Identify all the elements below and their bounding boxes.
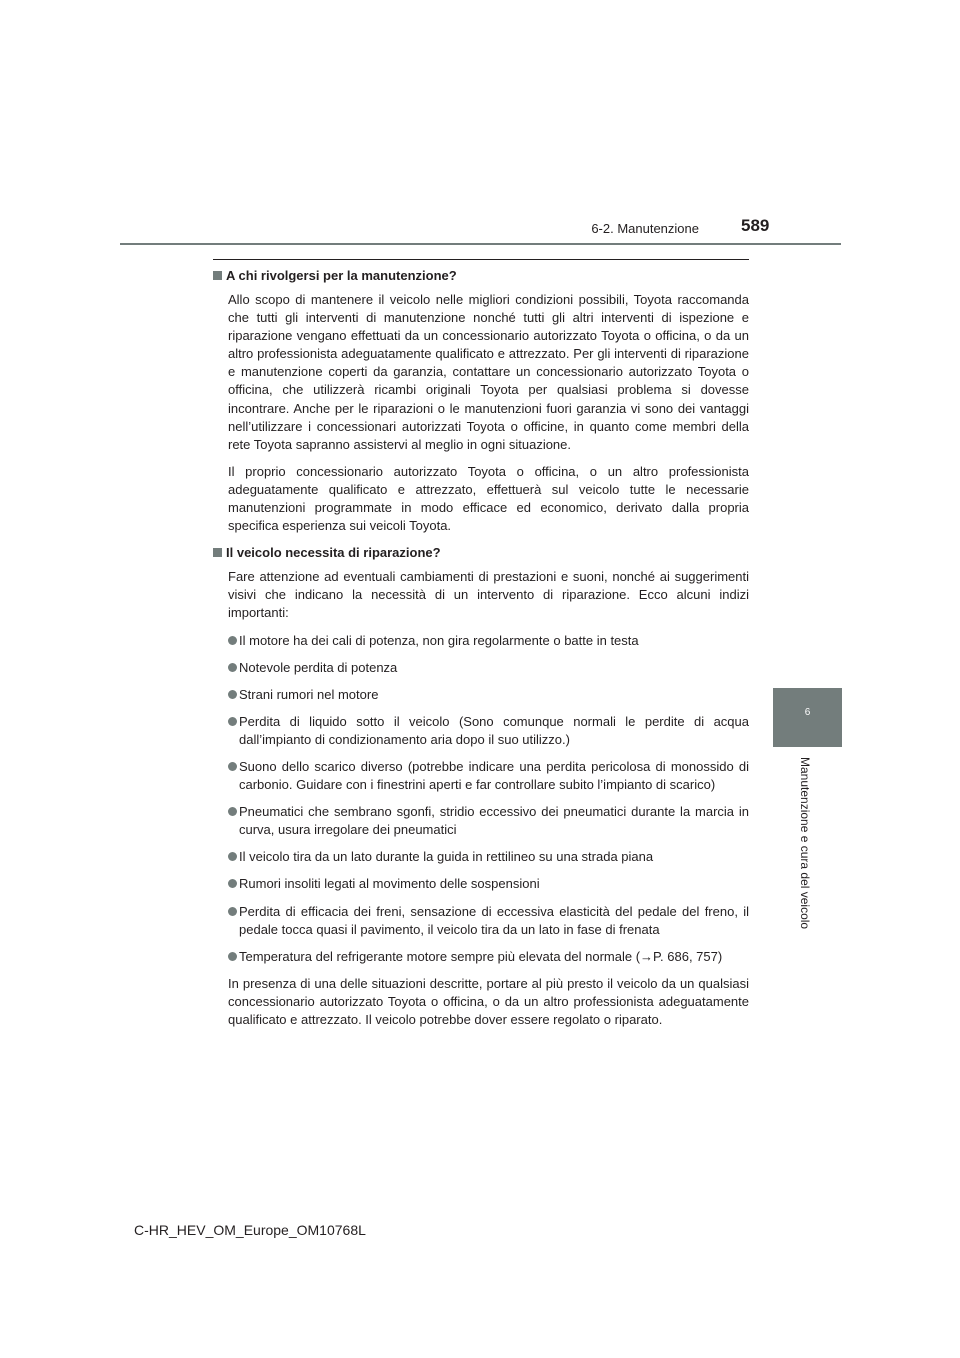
chapter-tab (773, 688, 842, 747)
document-id: C-HR_HEV_OM_Europe_OM10768L (134, 1222, 366, 1238)
circle-bullet-icon (228, 762, 237, 771)
list-item (228, 803, 749, 839)
list-item (228, 903, 749, 939)
intro-paragraph: Fare attenzione ad eventuali cambiamenti di prestazioni e suoni, nonché ai suggerimenti visivi che indicano la necessità di un intervento di riparazione. Ecco alcuni indizi importanti: (228, 569, 749, 621)
list-item (228, 758, 749, 794)
square-bullet-icon (213, 271, 222, 280)
square-bullet-icon (213, 548, 222, 557)
circle-bullet-icon (228, 690, 237, 699)
section-heading-text: Il veicolo necessita di riparazione? (226, 545, 441, 561)
paragraph: Allo scopo di mantenere il veicolo nelle migliori condizioni possibili, Toyota raccomanda che tutti gli interventi di manutenzione nonché tutti gli altri interventi di ispezione e riparazione vengano effettuati da un concessionario autorizzato Toyota o officina, o da un altro professionista adeguatamente qualificato e attrezzato. Per gli interventi di riparazione e manutenzione coperti da garanzia, contattare un concessionario autorizzato Toyota o officina, che utilizzerà ricambi originali Toyota per qualsiasi problema si dovesse incontrare. Anche per le riparazioni o le manutenzioni fuori garanzia vi sono dei vantaggi nell’utilizzare i concessionari autorizzati Toyota o officine, in quanto come membri della rete Toyota sapranno assistervi al meglio in ogni situazione. (228, 292, 749, 452)
section-maintenance-contact (213, 267, 749, 535)
section-divider (213, 259, 749, 260)
list-item (228, 686, 749, 704)
list-item (228, 948, 749, 966)
circle-bullet-icon (228, 807, 237, 816)
circle-bullet-icon (228, 636, 237, 645)
section-heading-text: A chi rivolgersi per la manutenzione? (226, 268, 457, 283)
closing-paragraph: In presenza di una delle situazioni descritte, portare al più presto il veicolo da un qualsiasi concessionario autorizzato Toyota o officina, o da un altro professionista adeguatamente qualificato e attrezzato. Il veicolo potrebbe dover essere regolato o riparato. (228, 975, 749, 1027)
main-content (213, 267, 749, 1038)
list-item-text: Strani rumori nel motore (239, 686, 379, 702)
list-item-text: Perdita di liquido sotto il veicolo (Sono comunque normali le perdite di acqua dall’impianto di condizionamento aria dopo il suo utilizzo.) (239, 713, 749, 747)
circle-bullet-icon (228, 717, 237, 726)
chapter-title: Manutenzione e cura del veicolo (798, 757, 812, 930)
list-item-text: Pneumatici che sembrano sgonfi, stridio eccessivo dei pneumatici durante la marcia in curva, usura irregolare dei pneumatici (239, 804, 749, 838)
list-item-text: Il motore ha dei cali di potenza, non gira regolarmente o batte in testa (239, 632, 639, 648)
list-item (228, 848, 749, 866)
circle-bullet-icon (228, 663, 237, 672)
section-repair-needed (213, 544, 749, 1029)
circle-bullet-icon (228, 879, 237, 888)
list-item-text: Notevole perdita di potenza (239, 659, 398, 675)
list-item (228, 875, 749, 893)
paragraph: Il proprio concessionario autorizzato Toyota o officina, o un altro professionista adeguatamente qualificato e attrezzato, effettuerà sul veicolo tutte le necessarie manutenzioni programmate in modo efficace ed economico, derivato dalla propria specifica esperienza sui veicoli Toyota. (228, 463, 749, 534)
list-item (228, 659, 749, 677)
list-item-text: Perdita di efficacia dei freni, sensazione di eccessiva elasticità del pedale del freno, il pedale tocca quasi il pavimento, il veicolo tira da un lato in fase di frenata (239, 903, 749, 937)
header-divider (120, 243, 841, 245)
circle-bullet-icon (228, 952, 237, 961)
section-heading (213, 267, 749, 285)
circle-bullet-icon (228, 852, 237, 861)
section-title: 6-2. Manutenzione (591, 221, 699, 236)
list-item-text: Rumori insoliti legati al movimento delle sospensioni (239, 876, 540, 892)
list-item-text: Suono dello scarico diverso (potrebbe indicare una perdita pericolosa di monossido di carbonio. Guidare con i finestrini aperti e far controllare subito l’impianto di scarico) (239, 758, 749, 793)
circle-bullet-icon (228, 907, 237, 916)
section-heading (213, 544, 749, 562)
list-item-text: Il veicolo tira da un lato durante la guida in rettilineo su una strada piana (239, 849, 654, 865)
list-item (228, 632, 749, 650)
list-item (228, 713, 749, 749)
page-number: 589 (741, 216, 770, 235)
chapter-number: 6 (804, 707, 811, 718)
list-item-text: Temperatura del refrigerante motore sempre più elevata del normale (→P. 686, 757) (239, 948, 723, 964)
